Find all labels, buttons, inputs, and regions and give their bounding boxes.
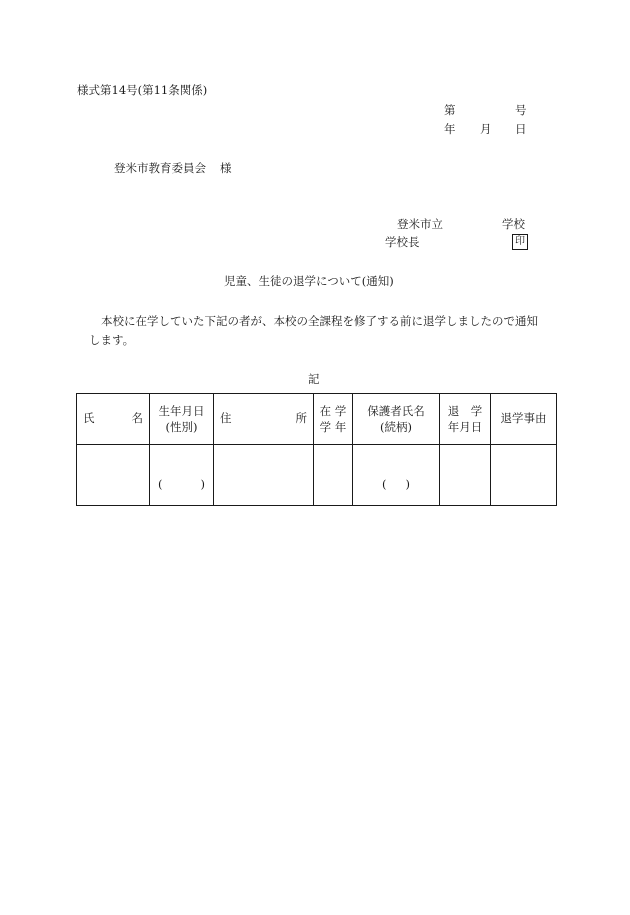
cell-withdrawal-date (440, 445, 491, 506)
table-header-row (77, 394, 557, 445)
withdrawal-record-table (76, 393, 557, 506)
recipient-name: 登米市教育委員会 (114, 161, 206, 175)
header-grade-line2: 学 年 (319, 420, 347, 434)
record-heading: 記 (308, 372, 320, 386)
header-withdrawal-date (440, 394, 491, 445)
issuer-city: 登米市立 (397, 217, 443, 231)
header-name (77, 394, 150, 445)
header-withdrawal-date-line2: 年月日 (447, 420, 483, 434)
cell-name (77, 445, 150, 506)
header-birthdate-line2: (性別) (165, 420, 198, 434)
principal-label: 学校長 (385, 235, 420, 249)
recipient-honorific: 様 (220, 161, 232, 175)
form-number: 様式第14号(第11条関係) (77, 83, 208, 97)
date-year-label: 年 (444, 122, 456, 136)
cell-grade (314, 445, 353, 506)
header-address-left: 住 (220, 411, 232, 426)
cell-guardian (353, 445, 440, 506)
date-month-label: 月 (480, 122, 492, 136)
header-birthdate (150, 394, 214, 445)
body-line-1: 本校に在学していた下記の者が、本校の全課程を修了する前に退学しましたので通知 (101, 314, 538, 328)
document-subject: 児童、生徒の退学について(通知) (224, 274, 394, 288)
guardian-paren-close: ) (405, 477, 410, 492)
birth-paren-open: ( (158, 477, 163, 492)
date-day-label: 日 (515, 122, 527, 136)
body-paragraph (89, 312, 555, 350)
header-name-right: 名 (131, 411, 143, 426)
header-address (214, 394, 314, 445)
header-reason (491, 394, 557, 445)
header-birthdate-line1: 生年月日 (158, 404, 205, 418)
header-reason-label: 退学事由 (500, 411, 547, 426)
cell-address (214, 445, 314, 506)
guardian-paren-open: ( (382, 477, 387, 492)
header-grade (314, 394, 353, 445)
issuer-school-suffix: 学校 (502, 217, 525, 231)
header-guardian-line2: (続柄) (380, 420, 412, 434)
document-number-label: 第 (444, 103, 456, 117)
header-address-right: 所 (295, 411, 307, 426)
header-guardian-line1: 保護者氏名 (367, 404, 425, 418)
cell-birthdate (150, 445, 214, 506)
table-row (77, 445, 557, 506)
birth-paren-close: ) (200, 477, 205, 492)
header-grade-line1: 在 学 (319, 404, 347, 418)
seal-mark: 印 (512, 234, 528, 250)
header-guardian (353, 394, 440, 445)
cell-reason (491, 445, 557, 506)
header-withdrawal-date-line1: 退 学 (447, 404, 483, 418)
document-number-unit: 号 (515, 103, 527, 117)
header-name-left: 氏 (83, 411, 95, 426)
body-line-2: します。 (89, 333, 135, 347)
